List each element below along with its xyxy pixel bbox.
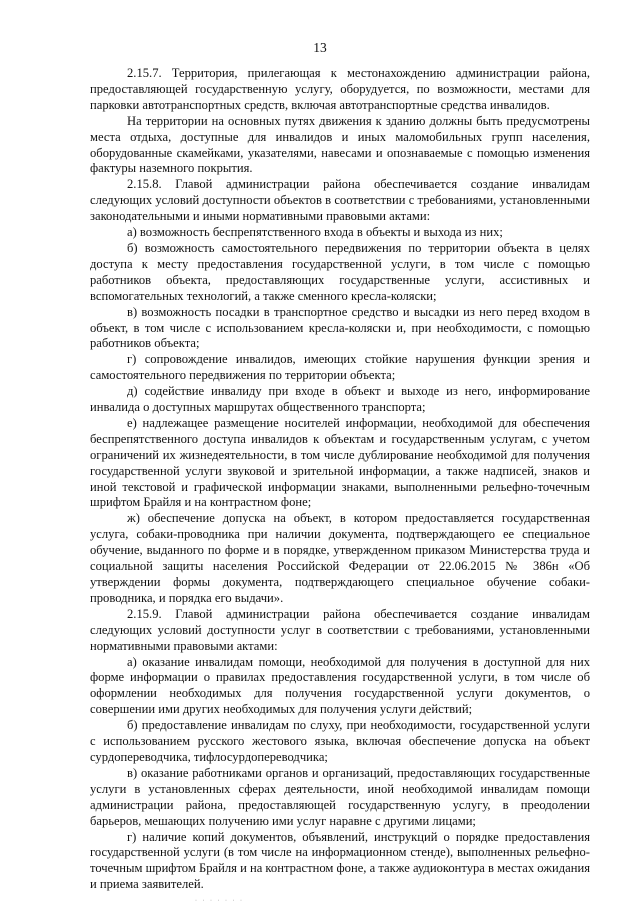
paragraph-2-15-9: 2.15.9. Главой администрации района обеспечивается создание инвалидам следующих условий доступности услуг в соответствии с требованиями, установленными нормативными правовыми актами:: [90, 606, 590, 653]
list-item-b: б) возможность самостоятельного передвижения по территории объекта в целях доступа к месту предоставления государственной услуги, в том числе с помощью работников объекта, предоставляющих государственные услуги, ассистивных и вспомогательных технологий, а также сменного кресла-коляски;: [90, 240, 590, 303]
page-number: 13: [313, 40, 327, 55]
list-item-zh: ж) обеспечение допуска на объект, в котором предоставляется государственная услуга, собаки-проводника при наличии документа, подтверждающего ее специальное обучение, выданного по форме и в порядке, утвержденном приказом Министерства труда и социальной защиты населения Российской Федерации от 22.06.2015 № 386н «Об утверждении формы документа, подтверждающего специальное обучение собаки-проводника, и порядка его выдачи».: [90, 511, 590, 605]
list-item-a: а) возможность беспрепятственного входа в объекты и выхода из них;: [127, 225, 503, 240]
scan-artifact: · · · · · · ·: [195, 898, 244, 904]
list-item-d: д) содействие инвалиду при входе в объект и выходе из него, информирование инвалида о доступных маршрутах общественного транспорта;: [90, 384, 590, 415]
list-item-v-2: в) оказание работниками органов и организаций, предоставляющих государственные услуги в установленных сферах деятельности, иной необходимой инвалидам помощи администрации района, предоставляющей государственную услугу, в преодолении барьеров, мешающих получению ими услуг наравне с другими лицами;: [90, 765, 590, 828]
paragraph-2-15-7: 2.15.7. Территория, прилегающая к местонахождению администрации района, предоставляющей государственную услугу, оборудуется, по возможности, местами для парковки автотранспортных средств, включая автотранспортные средства инвалидов.: [90, 66, 590, 112]
paragraph-2-15-8: 2.15.8. Главой администрации района обеспечивается создание инвалидам следующих условий доступности объектов в соответствии с требованиями, установленными законодательными и иными нормативными правовыми актами:: [90, 177, 590, 224]
list-item-v: в) возможность посадки в транспортное средство и высадки из него перед входом в объект, в том числе с использованием кресла-коляски и, при необходимости, с помощью работников объекта;: [90, 304, 590, 351]
document-body: [90, 66, 590, 893]
list-item-a-2: а) оказание инвалидам помощи, необходимой для получения в доступной для них форме информации о правилах предоставления государственной услуги, в том числе об оформлении необходимых для получения государственной услуги документов, о совершении ими других необходимых для получения услуги действий;: [90, 654, 590, 717]
paragraph-rest-areas: На территории на основных путях движения к зданию должны быть предусмотрены места отдыха, доступные для инвалидов и иных маломобильных групп населения, оборудованные скамейками, указателями, навесами и опознаваемые с помощью изменения фактуры наземного покрытия.: [90, 113, 590, 176]
list-item-g-2: г) наличие копий документов, объявлений, инструкций о порядке предоставления государственной услуги (в том числе на информационном стенде), выполненных рельефно-точечным шрифтом Брайля и на контрастном фоне, а также аудиоконтура в местах ожидания и приема заявителей.: [90, 829, 590, 892]
list-item-e: е) надлежащее размещение носителей информации, необходимой для обеспечения беспрепятственного доступа инвалидов к объектам и государственным услугам, с учетом ограничений их жизнедеятельности, в том числе дублирование необходимой для получения государственной услуги звуковой и зрительной информации, а также надписей, знаков и иной текстовой и графической информации знаками, выполненными рельефно-точечным шрифтом Брайля и на контрастном фоне;: [90, 415, 590, 510]
list-item-g: г) сопровождение инвалидов, имеющих стойкие нарушения функции зрения и самостоятельного передвижения по территории объекта;: [90, 352, 590, 383]
list-item-b-2: б) предоставление инвалидам по слуху, при необходимости, государственной услуги с использованием русского жестового языка, включая обеспечение допуска на объект сурдопереводчика, тифлосурдопереводчика;: [90, 718, 590, 764]
